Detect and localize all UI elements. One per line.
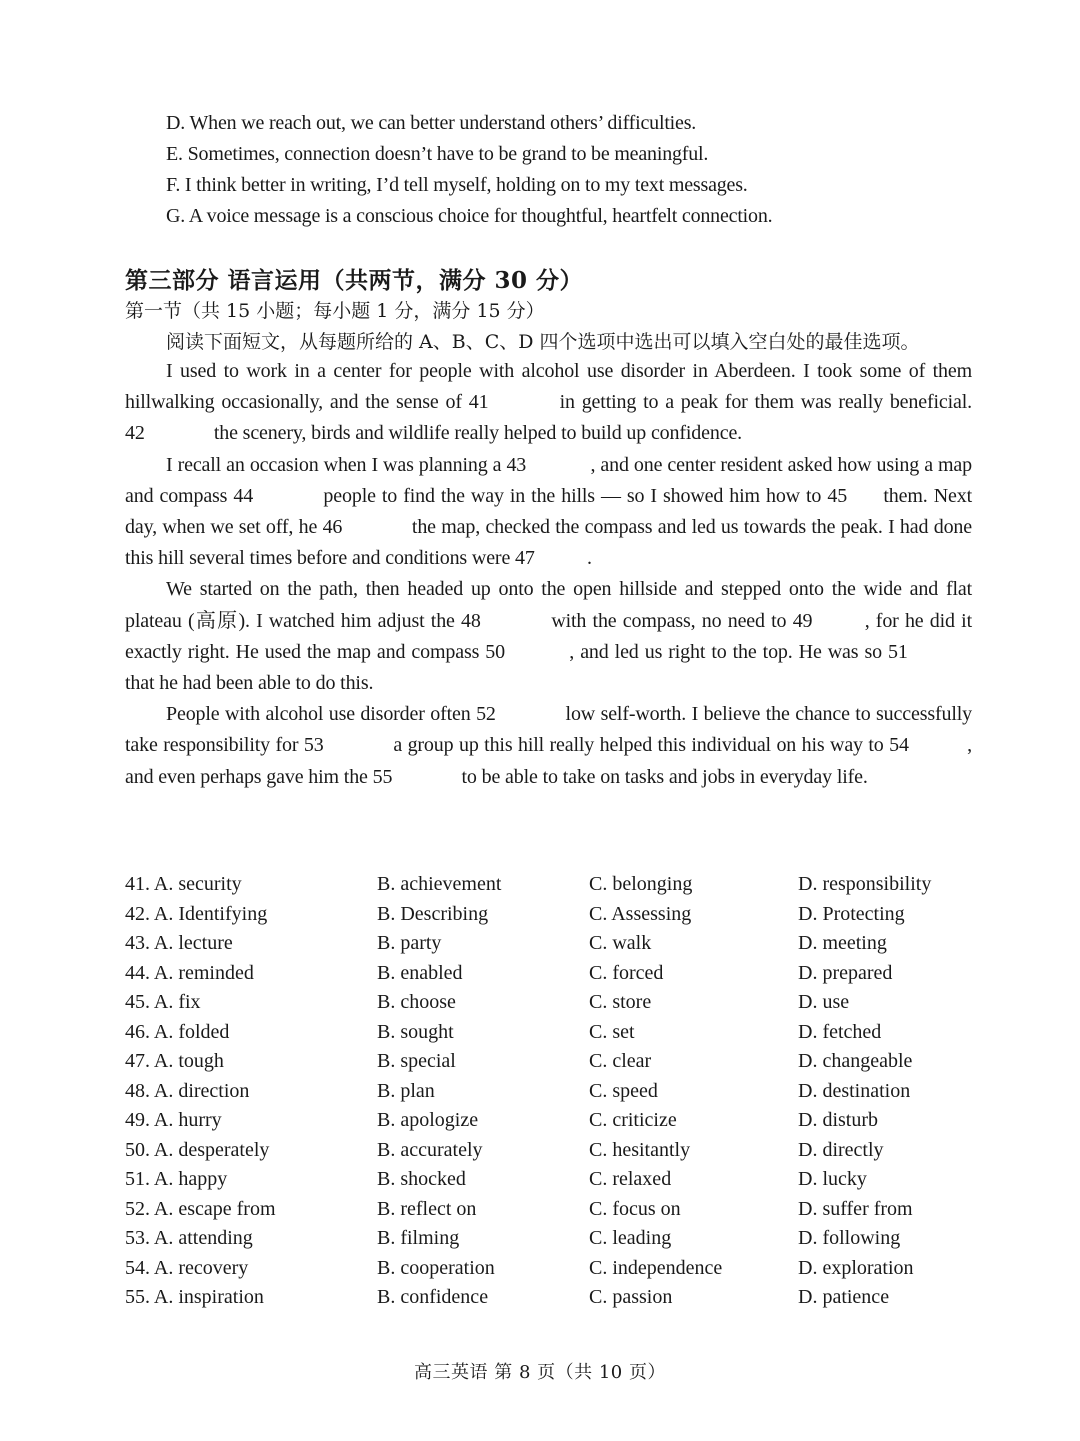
text: the map, checked the compass and led us towards the peak. I had done this hill several times before and conditions were bbox=[125, 516, 972, 570]
choice-a: 55. A. inspiration bbox=[125, 1286, 264, 1308]
choice-b: B. confidence bbox=[377, 1286, 489, 1308]
blank-47: 47 bbox=[515, 547, 535, 570]
choice-b: B. plan bbox=[377, 1079, 435, 1102]
choice-c: C. walk bbox=[589, 932, 652, 954]
question-row bbox=[125, 959, 985, 989]
choice-d: D. following bbox=[798, 1227, 901, 1249]
blank-55: 55 bbox=[372, 765, 393, 788]
text: in getting to a peak for them was really beneficial. bbox=[552, 391, 973, 414]
text: them. Next day, when we set off, he bbox=[125, 484, 972, 539]
choice-c: C. passion bbox=[589, 1286, 673, 1308]
choice-a: 46. A. folded bbox=[125, 1020, 230, 1043]
blank-41: 41 bbox=[468, 391, 489, 414]
question-row bbox=[125, 929, 985, 959]
choice-c: C. independence bbox=[589, 1256, 723, 1279]
text: . bbox=[587, 547, 592, 570]
choice-b: B. accurately bbox=[377, 1138, 483, 1161]
choice-d: D. exploration bbox=[798, 1256, 914, 1279]
choice-b: B. special bbox=[377, 1050, 456, 1072]
choice-d: D. disturb bbox=[798, 1109, 878, 1131]
question-row bbox=[125, 870, 985, 900]
text: I recall an occasion when I was planning a bbox=[166, 453, 507, 476]
blank-42: 42 bbox=[125, 422, 145, 445]
answer-choices bbox=[125, 870, 985, 1313]
choice-c: C. speed bbox=[589, 1079, 658, 1102]
choice-d: D. directly bbox=[798, 1138, 884, 1161]
choice-a: 51. A. happy bbox=[125, 1168, 228, 1190]
choice-c: C. focus on bbox=[589, 1197, 681, 1220]
blank-48: 48 bbox=[461, 609, 481, 632]
choice-a: 44. A. reminded bbox=[125, 961, 254, 984]
choice-d: D. changeable bbox=[798, 1050, 913, 1072]
blank-49: 49 bbox=[792, 609, 813, 632]
paragraph-2 bbox=[125, 450, 972, 575]
text: We started on the path, then headed up onto the open hillside and stepped onto the wide and flat plateau (高原). I watched him adjust the bbox=[125, 578, 972, 632]
blank-43: 43 bbox=[506, 453, 527, 476]
choice-d: D. Protecting bbox=[798, 902, 905, 925]
choice-b: B. Describing bbox=[377, 902, 489, 925]
blank-53: 53 bbox=[303, 734, 324, 757]
text: I used to work in a center for people with alcohol use disorder in Aberdeen. I took some of them hillwalking occasionally, and the sense of bbox=[125, 360, 972, 414]
text: , and even perhaps gave him the bbox=[125, 734, 972, 788]
choice-a: 49. A. hurry bbox=[125, 1109, 222, 1131]
text: the scenery, birds and wildlife really helped to build up confidence. bbox=[209, 422, 743, 445]
blank-51: 51 bbox=[888, 640, 908, 663]
choice-d: D. prepared bbox=[798, 961, 893, 984]
choice-b: B. party bbox=[377, 932, 442, 954]
blank-44: 44 bbox=[233, 484, 254, 507]
choice-a: 47. A. tough bbox=[125, 1050, 224, 1072]
choice-c: C. criticize bbox=[589, 1109, 677, 1131]
choice-a: 50. A. desperately bbox=[125, 1138, 270, 1161]
section-title: 第三部分 语言运用（共两节，满分 30 分） bbox=[125, 267, 584, 294]
choice-c: C. belonging bbox=[589, 873, 693, 895]
question-row bbox=[125, 1165, 985, 1195]
choice-b: B. enabled bbox=[377, 961, 463, 984]
choice-b: B. achievement bbox=[377, 873, 502, 895]
choice-a: 43. A. lecture bbox=[125, 932, 233, 954]
choice-b: B. filming bbox=[377, 1227, 460, 1249]
choice-a: 45. A. fix bbox=[125, 991, 201, 1013]
question-row bbox=[125, 1018, 985, 1048]
blank-46: 46 bbox=[322, 516, 343, 539]
choice-d: D. destination bbox=[798, 1079, 911, 1102]
paragraph-4 bbox=[125, 699, 972, 793]
choice-c: C. hesitantly bbox=[589, 1138, 691, 1161]
page-footer: 高三英语 第 8 页（共 10 页） bbox=[414, 1362, 666, 1383]
choice-c: C. store bbox=[589, 991, 652, 1013]
blank-54: 54 bbox=[889, 734, 909, 757]
blank-52: 52 bbox=[476, 703, 496, 726]
blank-45: 45 bbox=[827, 484, 848, 507]
choice-c: C. Assessing bbox=[589, 902, 692, 925]
choice-a: 42. A. Identifying bbox=[125, 902, 268, 925]
text: low self-worth. I believe the chance to successfully take responsibility for bbox=[125, 703, 972, 757]
previous-section-options bbox=[166, 108, 986, 232]
choice-a: 48. A. direction bbox=[125, 1079, 250, 1102]
choice-c: C. set bbox=[589, 1020, 635, 1043]
choice-b: B. reflect on bbox=[377, 1197, 477, 1220]
text: , for he did it exactly right. He used the map and compass bbox=[125, 609, 972, 663]
paragraph-1 bbox=[125, 356, 972, 450]
question-row bbox=[125, 1283, 985, 1313]
choice-b: B. sought bbox=[377, 1020, 454, 1043]
text: a group up this hill really helped this individual on his way to bbox=[387, 734, 890, 757]
choice-a: 52. A. escape from bbox=[125, 1197, 276, 1220]
choice-b: B. choose bbox=[377, 991, 456, 1013]
text: , and one center resident asked how using a map and compass bbox=[125, 453, 972, 507]
choice-c: C. leading bbox=[589, 1227, 672, 1249]
question-row bbox=[125, 988, 985, 1018]
question-row bbox=[125, 900, 985, 930]
choice-d: D. fetched bbox=[798, 1020, 882, 1043]
text: that he had been able to do this. bbox=[125, 672, 374, 695]
choice-d: D. suffer from bbox=[798, 1197, 913, 1220]
option-d: D. When we reach out, we can better understand others’ difficulties. bbox=[166, 112, 697, 134]
choice-d: D. lucky bbox=[798, 1168, 867, 1190]
text: People with alcohol use disorder often bbox=[166, 703, 477, 726]
question-row bbox=[125, 1254, 985, 1284]
text: with the compass, no need to bbox=[545, 609, 793, 632]
text: people to find the way in the hills — so I showed him how to bbox=[317, 484, 828, 507]
choice-a: 41. A. security bbox=[125, 873, 242, 895]
question-row bbox=[125, 1195, 985, 1225]
text: to be able to take on tasks and jobs in everyday life. bbox=[456, 765, 868, 788]
choice-b: B. cooperation bbox=[377, 1256, 495, 1279]
option-f: F. I think better in writing, I’d tell myself, holding on to my text messages. bbox=[166, 174, 748, 196]
option-g: G. A voice message is a conscious choice for thoughtful, heartfelt connection. bbox=[166, 205, 773, 227]
section-subtitle: 第一节（共 15 小题；每小题 1 分，满分 15 分） bbox=[125, 300, 545, 322]
question-row bbox=[125, 1077, 985, 1107]
choice-d: D. use bbox=[798, 991, 850, 1013]
choice-a: 54. A. recovery bbox=[125, 1256, 249, 1279]
choice-d: D. responsibility bbox=[798, 873, 932, 895]
choice-b: B. apologize bbox=[377, 1109, 479, 1131]
choice-c: C. clear bbox=[589, 1050, 652, 1072]
paragraph-3 bbox=[125, 574, 972, 699]
text: , and led us right to the top. He was so bbox=[569, 640, 888, 663]
question-row bbox=[125, 1047, 985, 1077]
blank-50: 50 bbox=[485, 640, 505, 663]
question-row bbox=[125, 1106, 985, 1136]
question-row bbox=[125, 1136, 985, 1166]
section-instruction: 阅读下面短文，从每题所给的 A、B、C、D 四个选项中选出可以填入空白处的最佳选项。 bbox=[166, 331, 920, 353]
choice-b: B. shocked bbox=[377, 1168, 466, 1190]
choice-c: C. relaxed bbox=[589, 1168, 672, 1190]
option-e: E. Sometimes, connection doesn’t have to be grand to be meaningful. bbox=[166, 143, 709, 165]
question-row bbox=[125, 1224, 985, 1254]
choice-d: D. patience bbox=[798, 1286, 890, 1308]
cloze-passage bbox=[125, 356, 972, 793]
choice-d: D. meeting bbox=[798, 932, 887, 954]
choice-c: C. forced bbox=[589, 961, 664, 984]
choice-a: 53. A. attending bbox=[125, 1227, 253, 1249]
